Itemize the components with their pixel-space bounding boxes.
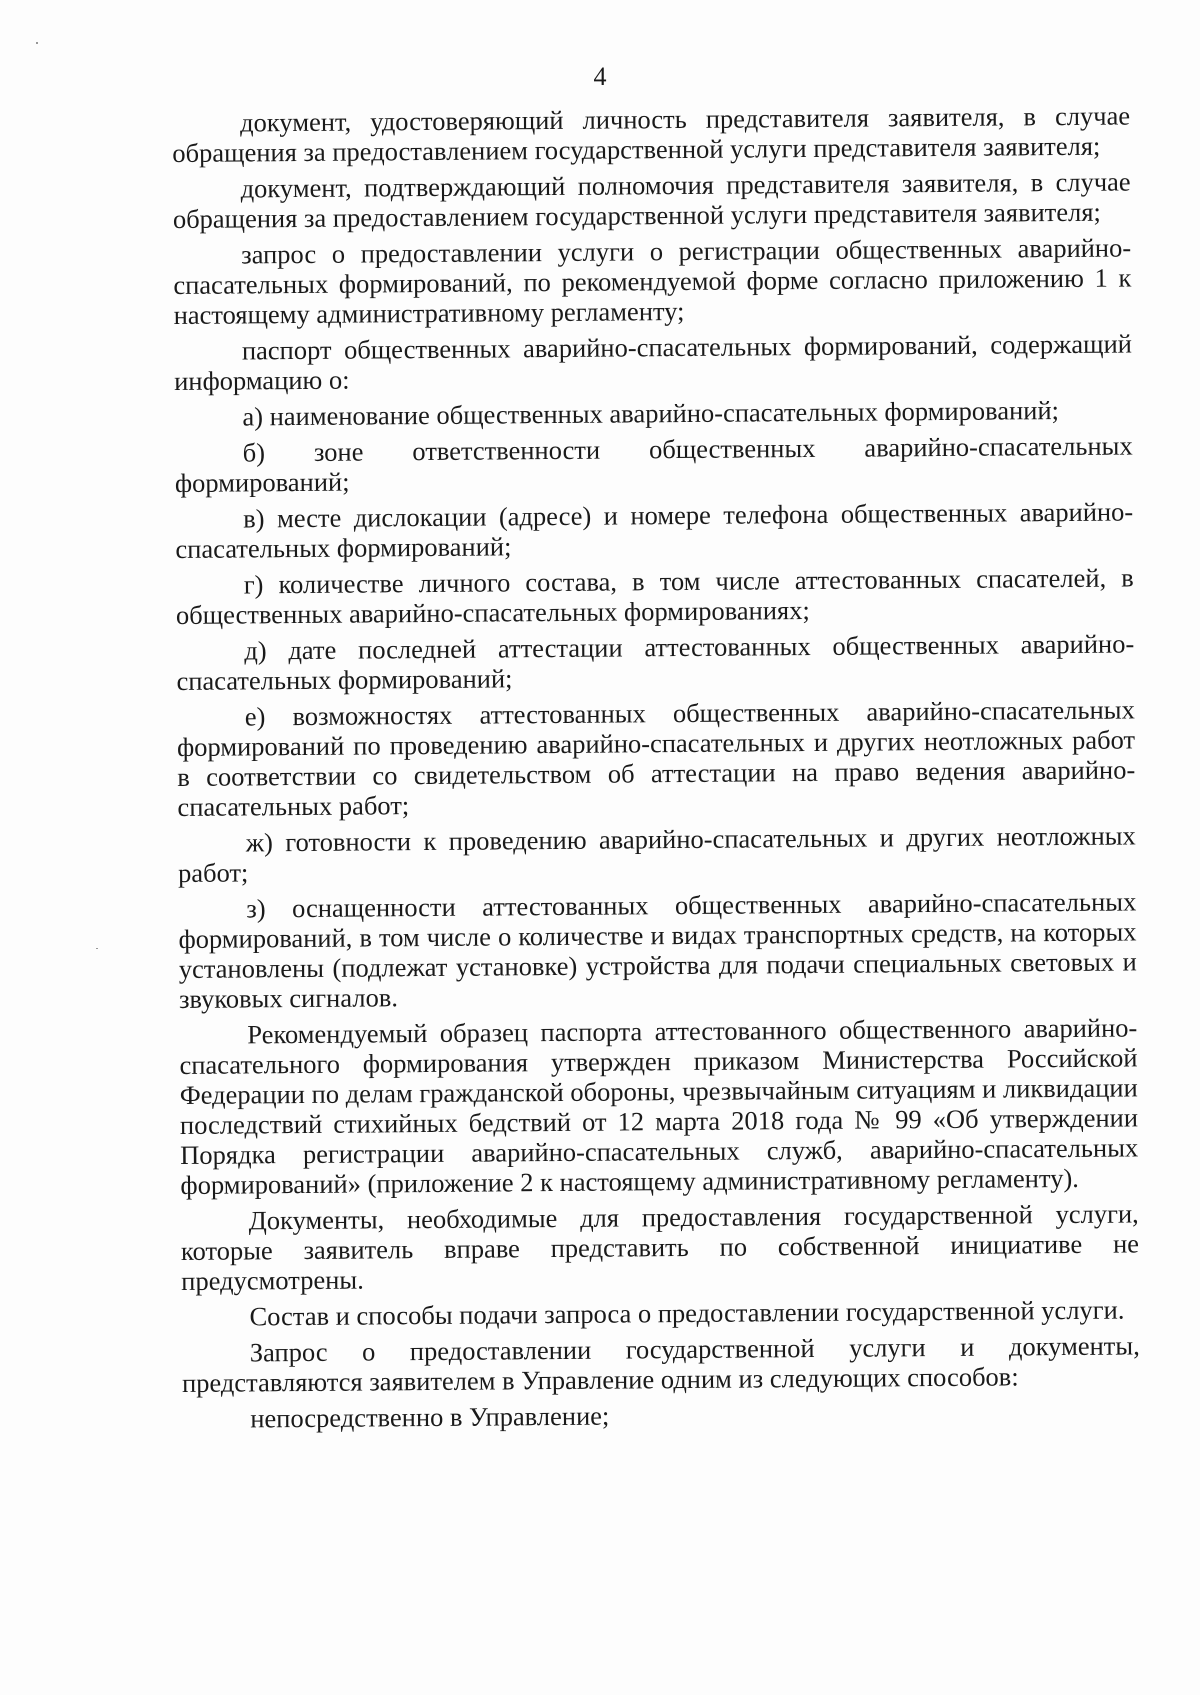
list-item-e: е) возможностях аттестованных общественных аварийно-спасательных формирований по проведению аварийно-спасательных и других неотложных работ в соответствии со свидетельством об аттестации на право ведения аварийно-спасательных работ;: [176, 694, 1136, 822]
scan-speck: [96, 948, 98, 949]
paragraph-in-person: непосредственно в Управление;: [250, 1400, 610, 1434]
list-item-g: г) количестве личного состава, в том числе аттестованных спасателей, в общественных аварийно-спасательных формированиях;: [175, 562, 1134, 630]
paragraph-representative-id: документ, удостоверяющий личность представителя заявителя, в случае обращения за предоставлением государственной услуги представителя заявителя;: [172, 100, 1131, 168]
list-item-b: б) зоне ответственности общественных аварийно-спасательных формирований;: [174, 430, 1133, 498]
paragraph-submission-methods-heading: Состав и способы подачи запроса о предоставлении государственной услуги.: [249, 1294, 1125, 1332]
list-item-z: з) оснащенности аттестованных общественных аварийно-спасательных формирований, в том числе о количестве и видах транспортных средств, на которых установлены (подлежат установке) устройства для подачи специальных световых и звуковых сигналов.: [178, 886, 1137, 1014]
paragraph-passport-sample: Рекомендуемый образец паспорта аттестованного общественного аварийно-спасательного формирования утвержден приказом Министерства Российской Федерации по делам гражданской обороны, чрезвычайным ситуациям и ликвидации последствий стихийных бедствий от 12 марта 2018 года № 99 «Об утверждении Порядка регистрации аварийно-спасательных служб, аварийно-спасательных формирований» (приложение 2 к настоящему административному регламенту).: [179, 1012, 1139, 1200]
paragraph-registration-request: запрос о предоставлении услуги о регистрации общественных аварийно-спасательных формирований, по рекомендуемой форме согласно приложению 1 к настоящему административному регламенту;: [173, 232, 1132, 330]
list-item-a: а) наименование общественных аварийно-спасательных формирований;: [242, 395, 1060, 432]
scan-speck: [36, 42, 38, 44]
paragraph-submission-methods: Запрос о предоставлении государственной услуги и документы, представляются заявителем в Управление одним из следующих способов:: [181, 1330, 1140, 1398]
list-item-zh: ж) готовности к проведению аварийно-спасательных и других неотложных работ;: [177, 820, 1136, 888]
paragraph-representative-authority: документ, подтверждающий полномочия представителя заявителя, в случае обращения за предоставлением государственной услуги представителя заявителя;: [172, 166, 1131, 234]
page-number: 4: [593, 62, 607, 91]
document-body: [172, 100, 1140, 1433]
list-item-v: в) месте дислокации (адресе) и номере телефона общественных аварийно-спасательных формирований;: [175, 496, 1134, 564]
list-item-d: д) дате последней аттестации аттестованных общественных аварийно-спасательных формирований;: [176, 628, 1135, 696]
paragraph-passport: паспорт общественных аварийно-спасательных формирований, содержащий информацию о:: [174, 328, 1132, 396]
paragraph-optional-documents: Документы, необходимые для предоставления государственной услуги, которые заявитель вправе представить по собственной инициативе не предусмотрены.: [180, 1198, 1140, 1296]
